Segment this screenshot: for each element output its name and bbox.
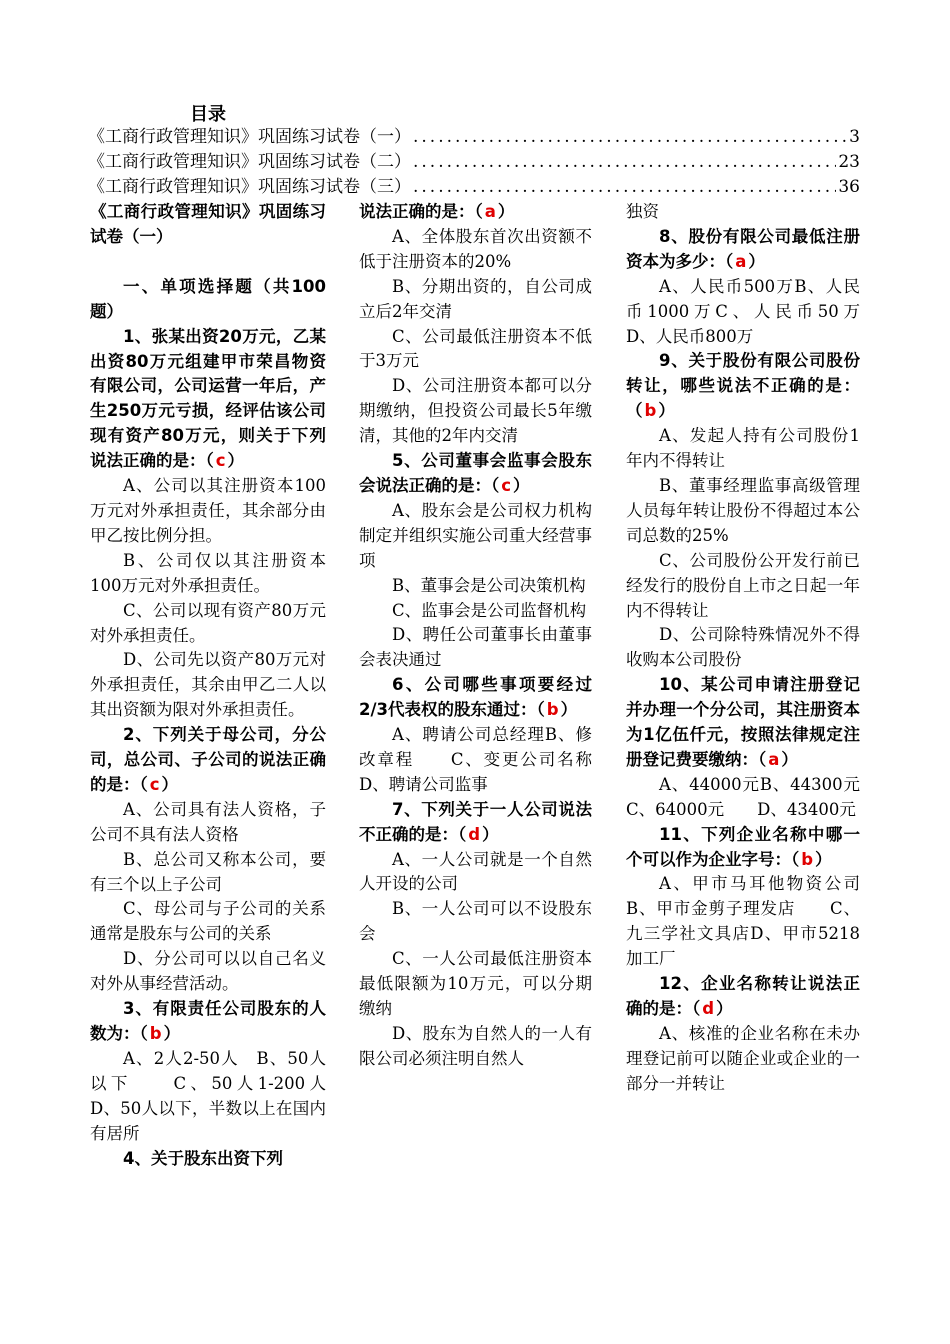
question-2: 2、下列关于母公司，分公司，总公司、子公司的说法正确的是：（ c ） xyxy=(90,725,326,794)
question-8: 8、股份有限公司最低注册资本为多少：（ a ） xyxy=(626,226,860,271)
question-11: 11、下列企业名称中哪一个可以作为企业字号：（ b ） xyxy=(626,824,860,869)
answer-mark: c xyxy=(215,451,226,471)
toc-entry[interactable] xyxy=(88,125,860,149)
option: B、董事会是公司决策机构 xyxy=(392,575,586,595)
option: B、分期出资的，自公司成立后2年交清 xyxy=(359,276,592,321)
answer-mark: b xyxy=(149,1024,162,1043)
option: D、公司先以资产80万元对外承担责任，其余由甲乙二人以其出资额为限对外承担责任。 xyxy=(90,650,326,720)
option: C、公司股份公开发行前已经发行的股份自上市之日起一年内不得转让 xyxy=(626,550,860,620)
toc-leader-dots xyxy=(413,125,847,149)
option: A、发起人持有公司股份1年内不得转让 xyxy=(626,426,860,471)
option: A、一人公司就是一个自然人开设的公司 xyxy=(359,849,592,894)
answer-mark: b xyxy=(644,401,657,421)
answer-mark: a xyxy=(735,251,747,271)
option-continued: 独资 xyxy=(626,202,659,221)
toc-entry[interactable] xyxy=(88,175,860,199)
question-7: 7、下列关于一人公司说法不正确的是：（ d ） xyxy=(359,799,592,844)
question-6: 6、公司哪些事项要经过2/3代表权的股东通过：（ b ） xyxy=(359,675,592,720)
option: A、公司以其注册资本100万元对外承担责任，其余部分由甲乙按比例分担。 xyxy=(90,476,326,545)
option-group: A、2人2-50人 B、50人以下 C、50人1-200人 D、50人以下，半数以上在国内有居所 xyxy=(90,1048,359,1143)
option: D、公司注册资本都可以分期缴纳，但投资公司最长5年缴清，其他的2年内交清 xyxy=(359,376,592,446)
answer-mark: b xyxy=(546,700,559,720)
answer-mark: d xyxy=(468,824,481,844)
toc-leader-dots xyxy=(413,150,836,174)
option: C、母公司与子公司的关系通常是股东与公司的关系 xyxy=(90,899,326,944)
option: D、分公司可以以自己名义对外从事经营活动。 xyxy=(90,949,326,994)
question-10: 10、某公司申请注册登记并办理一个分公司，其注册资本为1亿伍仟元，按照法律规定注册登记费要缴纳：（ a ） xyxy=(626,675,860,769)
column-2 xyxy=(359,200,625,1072)
toc-entry-page: 36 xyxy=(838,177,860,197)
column-1 xyxy=(90,200,359,1171)
question-1: 1、张某出资20万元，乙某出资80万元组建甲市荣昌物资有限公司，公司运营一年后，产生250万元亏损，经评估该公司现有资产80万元，则关于下列说法正确的是：（ c ） xyxy=(90,326,326,471)
question-4: 4、关于股东出资下列 xyxy=(123,1148,283,1168)
option: C、公司以现有资产80万元对外承担责任。 xyxy=(90,600,326,645)
option: B、董事经理监事高级管理人员每年转让股份不得超过本公司总数的25% xyxy=(626,475,860,545)
option: A、全体股东首次出资额不低于注册资本的20% xyxy=(359,226,592,271)
toc-entry-text: 《工商行政管理知识》巩固练习试卷（一） xyxy=(88,127,411,147)
toc-entry-page: 3 xyxy=(849,127,860,147)
toc-entry-text: 《工商行政管理知识》巩固练习试卷（二） xyxy=(88,152,411,172)
toc-title: 目录 xyxy=(190,104,226,125)
question-5: 5、公司董事会监事会股东会说法正确的是：（ c ） xyxy=(359,451,592,495)
option: D、公司除特殊情况外不得收购本公司股份 xyxy=(626,625,860,670)
toc-entry-page: 23 xyxy=(838,152,860,172)
answer-mark: b xyxy=(801,849,814,869)
toc-entry-text: 《工商行政管理知识》巩固练习试卷（三） xyxy=(88,177,411,197)
option: D、聘任公司董事长由董事会表决通过 xyxy=(359,625,592,670)
toc-entry[interactable] xyxy=(88,150,860,174)
answer-mark: a xyxy=(768,749,780,769)
answer-mark: a xyxy=(484,202,496,221)
option-group: A、人民币500万B、人民币1000万C、人民币50万 D、人民币800万 xyxy=(626,276,877,346)
option: A、核准的企业名称在未办理登记前可以随企业或企业的一部分一并转让 xyxy=(626,1023,860,1093)
option-group: A、聘请公司总经理B、修改章程 C、变更公司名称 D、聘请公司监事 xyxy=(359,725,625,794)
option: B、总公司又称本公司，要有三个以上子公司 xyxy=(90,849,326,894)
option: C、公司最低注册资本不低于3万元 xyxy=(359,326,592,371)
option: C、一人公司最低注册资本最低限额为10万元，可以分期缴纳 xyxy=(359,949,592,1018)
question-3: 3、有限责任公司股东的人数为：（ b ） xyxy=(90,999,326,1043)
paper-title: 《工商行政管理知识》巩固练习试卷（一） xyxy=(90,202,326,246)
option: A、股东会是公司权力机构制定并组织实施公司重大经营事项 xyxy=(359,500,592,570)
option: A、公司具有法人资格，子公司不具有法人资格 xyxy=(90,799,326,844)
option: B、公司仅以其注册资本100万元对外承担责任。 xyxy=(90,550,326,595)
question-12: 12、企业名称转让说法正确的是：（ d ） xyxy=(626,974,860,1018)
answer-mark: d xyxy=(702,999,715,1018)
question-9: 9、关于股份有限公司股份转让，哪些说法不正确的是：（ b ） xyxy=(626,351,860,421)
answer-mark: c xyxy=(149,774,160,794)
option-group: A、44000元B、44300元 C、64000元 D、43400元 xyxy=(626,774,893,819)
column-3 xyxy=(626,200,893,1097)
option: C、监事会是公司监督机构 xyxy=(392,600,587,620)
option: B、一人公司可以不设股东会 xyxy=(359,899,592,944)
option-group: A、甲市马耳他物资公司 B、甲市金剪子理发店 C、九三学社文具店D、甲市5218加工厂 xyxy=(626,874,893,969)
section-heading: 一、单项选择题（共100题） xyxy=(90,276,326,321)
toc-leader-dots xyxy=(413,175,836,199)
answer-mark: c xyxy=(501,475,512,495)
question-4-continued: 说法正确的是：（ a ） xyxy=(359,202,515,221)
option: D、股东为自然人的一人有限公司必须注明自然人 xyxy=(359,1023,592,1068)
